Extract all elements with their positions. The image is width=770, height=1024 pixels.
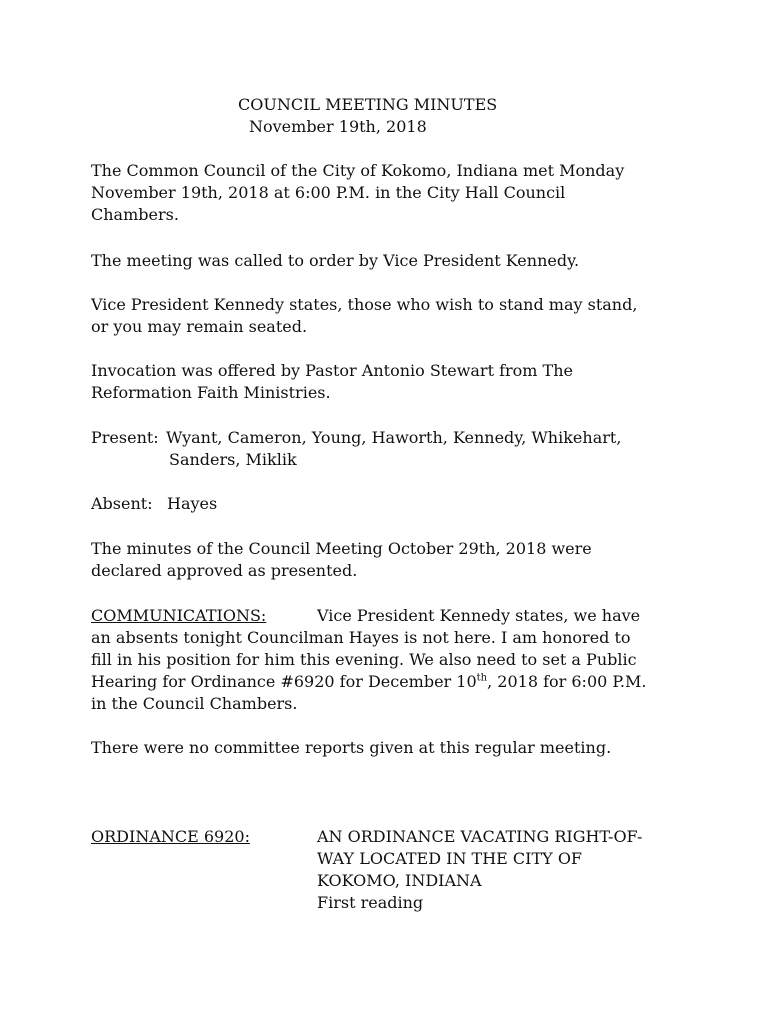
ordinance-line-2: WAY LOCATED IN THE CITY OF xyxy=(317,849,583,868)
committee-line: There were no committee reports given at this regular meeting. xyxy=(91,738,612,757)
ordinance-line-4: First reading xyxy=(317,893,424,912)
order-line: The meeting was called to order by Vice President Kennedy. xyxy=(91,251,580,270)
document-title: COUNCIL MEETING MINUTES xyxy=(238,95,498,114)
communications-line-3: fill in his position for him this evening. We also need to set a Public xyxy=(91,650,637,669)
ordinance-line-1: AN ORDINANCE VACATING RIGHT-OF- xyxy=(317,827,643,846)
communications-line-4-a: Hearing for Ordinance #6920 for December 10 xyxy=(91,672,477,691)
communications-line-4-b: , 2018 for 6:00 P.M. xyxy=(487,672,647,691)
intro-line-2: November 19th, 2018 at 6:00 P.M. in the City Hall Council xyxy=(91,183,566,202)
stand-line-1: Vice President Kennedy states, those who wish to stand may stand, xyxy=(91,295,638,314)
document-date: November 19th, 2018 xyxy=(249,117,427,136)
present-label: Present: xyxy=(91,428,159,447)
absent-names: Hayes xyxy=(167,494,218,513)
communications-heading: COMMUNICATIONS: xyxy=(91,606,267,625)
communications-line-1: Vice President Kennedy states, we have xyxy=(317,606,641,625)
communications-line-2: an absents tonight Councilman Hayes is not here. I am honored to xyxy=(91,628,631,647)
present-names-line-1: Wyant, Cameron, Young, Haworth, Kennedy, Whikehart, xyxy=(166,428,622,447)
intro-line-1: The Common Council of the City of Kokomo, Indiana met Monday xyxy=(91,161,625,180)
stand-line-2: or you may remain seated. xyxy=(91,317,308,336)
invocation-line-1: Invocation was offered by Pastor Antonio Stewart from The xyxy=(91,361,573,380)
minutes-line-1: The minutes of the Council Meeting October 29th, 2018 were xyxy=(91,539,592,558)
absent-label: Absent: xyxy=(91,494,153,513)
communications-line-4-sup: th xyxy=(476,672,488,684)
present-names-line-2: Sanders, Miklik xyxy=(169,450,297,469)
ordinance-line-3: KOKOMO, INDIANA xyxy=(317,871,482,890)
communications-line-4 xyxy=(91,671,646,693)
invocation-line-2: Reformation Faith Ministries. xyxy=(91,383,331,402)
communications-line-5: in the Council Chambers. xyxy=(91,694,298,713)
ordinance-heading: ORDINANCE 6920: xyxy=(91,827,250,846)
intro-line-3: Chambers. xyxy=(91,205,179,224)
minutes-line-2: declared approved as presented. xyxy=(91,561,358,580)
